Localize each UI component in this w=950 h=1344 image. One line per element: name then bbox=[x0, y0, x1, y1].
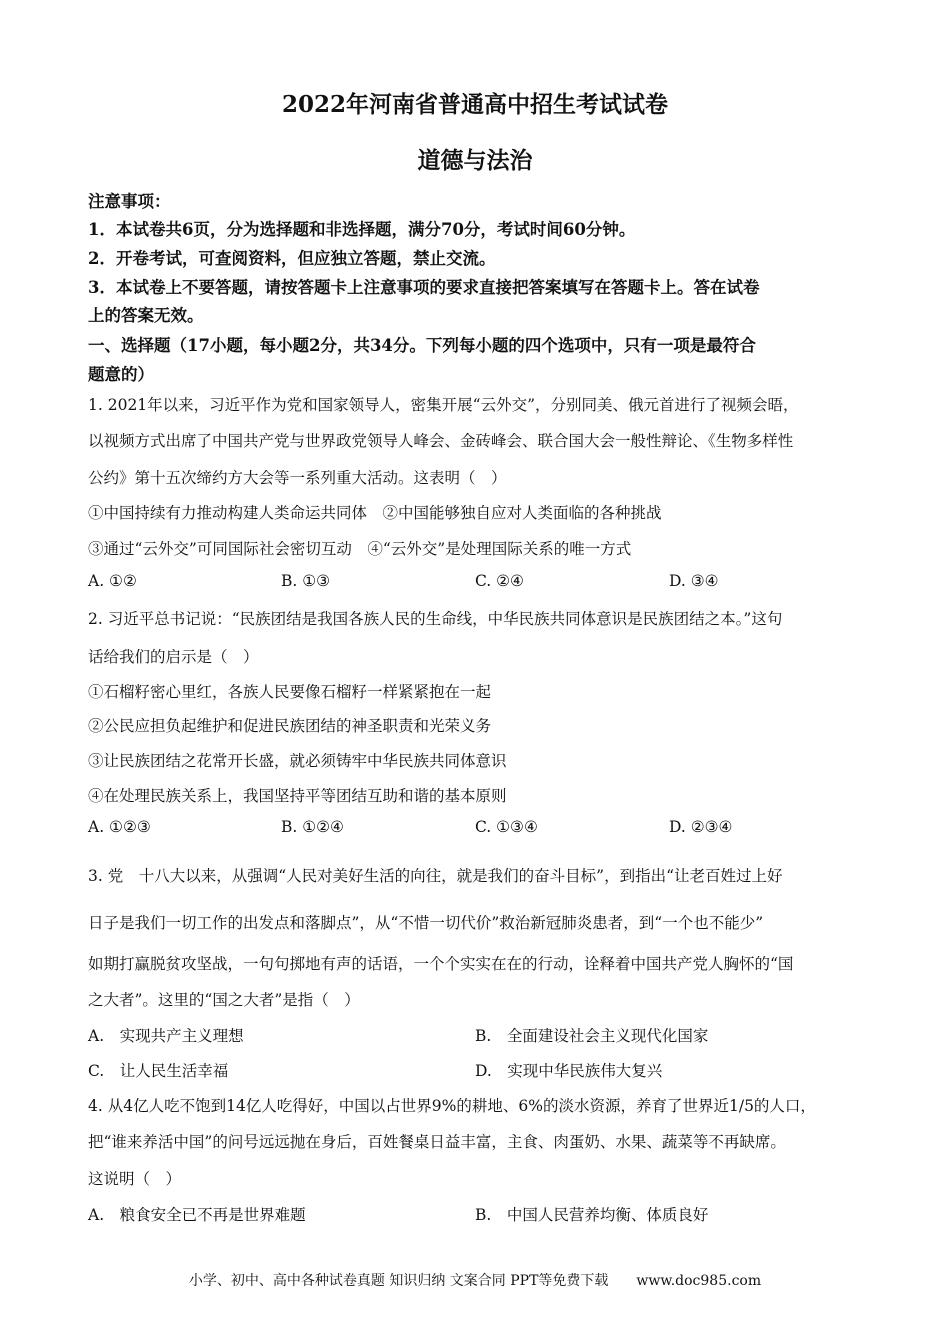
question-3-line: 之大者”。这里的“国之大者”是指（ ） bbox=[88, 991, 360, 1009]
question-4-option-a: A. 粮食安全已不再是世界难题 bbox=[88, 1206, 306, 1224]
question-1-option-d: D. ③④ bbox=[669, 572, 719, 590]
question-4-line: 4. 从4亿人吃不饱到14亿人吃得好，中国以占世界9%的耕地、6%的淡水资源，养育了世界近1/5的人口， bbox=[88, 1097, 816, 1115]
question-2-option-c: C. ①③④ bbox=[475, 818, 538, 836]
notice-item-3-cont: 上的答案无效。 bbox=[88, 306, 204, 325]
question-1-line: 公约》第十五次缔约方大会等一系列重大活动。这表明（ ） bbox=[88, 469, 507, 487]
exam-subject: 道德与法治 bbox=[417, 147, 533, 174]
question-3-option-a: A. 实现共产主义理想 bbox=[88, 1027, 244, 1045]
notice-item-1: 1．本试卷共6页，分为选择题和非选择题，满分70分，考试时间60分钟。 bbox=[88, 220, 636, 239]
question-1-statement: ①中国持续有力推动构建人类命运共同体 ②中国能够独自应对人类面临的各种挑战 bbox=[88, 504, 662, 522]
question-2-option-b: B. ①②④ bbox=[281, 818, 344, 836]
question-3-option-b: B. 全面建设社会主义现代化国家 bbox=[475, 1027, 709, 1045]
question-2-statement: ①石榴籽密心里红，各族人民要像石榴籽一样紧紧抱在一起 bbox=[88, 683, 492, 701]
question-4-option-b: B. 中国人民营养均衡、体质良好 bbox=[475, 1206, 709, 1224]
question-2-line: 2. 习近平总书记说：“民族团结是我国各族人民的生命线，中华民族共同体意识是民族团结之本。”这句 bbox=[88, 610, 783, 628]
question-3-line: 日子是我们一切工作的出发点和落脚点”，从“不惜一切代价”救治新冠肺炎患者，到“一个也不能少” bbox=[88, 914, 764, 932]
question-3-option-c: C. 让人民生活幸福 bbox=[88, 1062, 229, 1080]
question-2-option-a: A. ①②③ bbox=[88, 818, 151, 836]
question-3-line: 如期打赢脱贫攻坚战，一句句掷地有声的话语，一个个实实在在的行动，诠释着中国共产党人胸怀的“国 bbox=[88, 955, 794, 973]
question-2-line: 话给我们的启示是（ ） bbox=[88, 648, 259, 666]
section-heading: 一、选择题（17小题，每小题2分，共34分。下列每小题的四个选项中，只有一项是最符合 bbox=[88, 336, 756, 355]
notice-item-3: 3．本试卷上不要答题，请按答题卡上注意事项的要求直接把答案填写在答题卡上。答在试卷 bbox=[88, 278, 760, 297]
question-2-statement: ④在处理民族关系上，我国坚持平等团结互助和谐的基本原则 bbox=[88, 787, 507, 805]
question-3-line: 3. 党 十八大以来，从强调“人民对美好生活的向往，就是我们的奋斗目标”，到指出“让老百姓过上好 bbox=[88, 867, 783, 885]
question-1-line: 1. 2021年以来，习近平作为党和国家领导人，密集开展“云外交”，分别同美、俄元首进行了视频会晤， bbox=[88, 396, 799, 414]
exam-title: 2022年河南省普通高中招生考试试卷 bbox=[281, 91, 668, 118]
question-4-line: 这说明（ ） bbox=[88, 1170, 182, 1188]
question-2-statement: ②公民应担负起维护和促进民族团结的神圣职责和光荣义务 bbox=[88, 717, 492, 735]
footer-text: 小学、初中、高中各种试卷真题 知识归纳 文案合同 PPT等免费下载 bbox=[188, 1273, 609, 1289]
notice-item-2: 2．开卷考试，可查阅资料，但应独立答题，禁止交流。 bbox=[88, 249, 496, 268]
question-2-option-d: D. ②③④ bbox=[669, 818, 733, 836]
question-1-line: 以视频方式出席了中国共产党与世界政党领导人峰会、金砖峰会、联合国大会一般性辩论、《生物多样性 bbox=[88, 432, 794, 450]
footer-website-link[interactable]: www.doc985.com bbox=[636, 1273, 762, 1289]
section-heading-cont: 题意的） bbox=[88, 365, 154, 384]
notice-heading: 注意事项： bbox=[88, 192, 171, 211]
question-1-option-b: B. ①③ bbox=[281, 572, 331, 590]
page-footer bbox=[0, 1270, 950, 1290]
question-1-option-c: C. ②④ bbox=[475, 572, 524, 590]
question-3-option-d: D. 实现中华民族伟大复兴 bbox=[475, 1062, 663, 1080]
question-4-line: 把“谁来养活中国”的问号远远抛在身后，百姓餐桌日益丰富，主食、肉蛋奶、水果、蔬菜等不再缺席。 bbox=[88, 1133, 786, 1151]
question-2-statement: ③让民族团结之花常开长盛，就必须铸牢中华民族共同体意识 bbox=[88, 752, 507, 770]
question-1-option-a: A. ①② bbox=[88, 572, 137, 590]
question-1-statement: ③通过“云外交”可同国际社会密切互动 ④“云外交”是处理国际关系的唯一方式 bbox=[88, 540, 632, 558]
